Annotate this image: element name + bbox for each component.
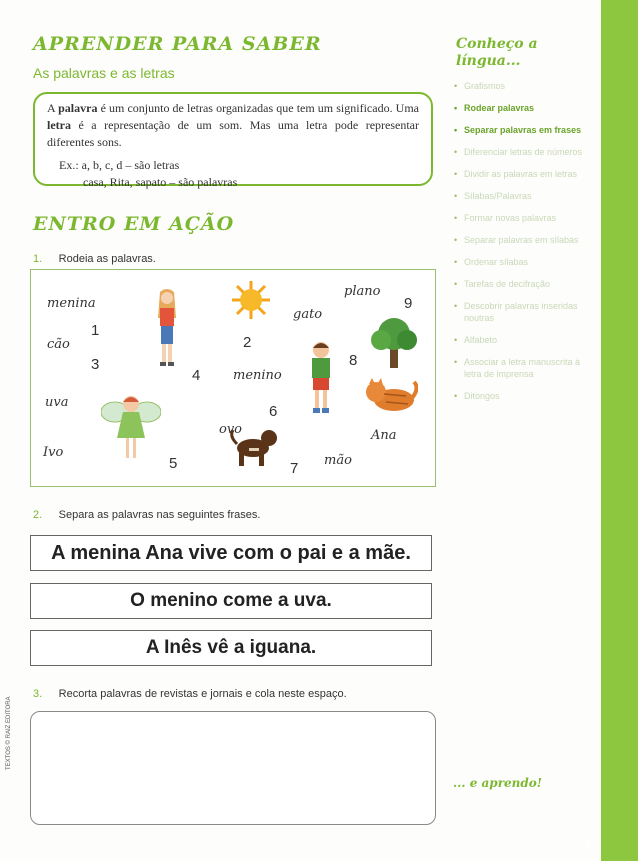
word-mao[interactable]: mão bbox=[324, 453, 352, 468]
digit-2: 2 bbox=[243, 334, 252, 351]
sidebar-item: • Separar palavras em sílabas bbox=[452, 234, 598, 246]
digit-8: 8 bbox=[349, 352, 358, 369]
publisher-credit: TEXTOS © RAIZ EDITORA bbox=[6, 696, 12, 770]
example-line-1: Ex.: a, b, c, d – são letras bbox=[59, 158, 180, 172]
page-title: APRENDER PARA SABER bbox=[33, 33, 322, 55]
digit-3: 3 bbox=[91, 356, 100, 373]
word-ovo[interactable]: ovo bbox=[219, 422, 242, 437]
exercise-2-instruction: Separa as palavras nas seguintes frases. bbox=[58, 509, 261, 521]
sentence-2[interactable]: O menino come a uva. bbox=[30, 583, 432, 619]
page-subtitle: As palavras e as letras bbox=[33, 65, 175, 81]
definition-box bbox=[33, 92, 433, 189]
action-title: ENTRO EM AÇÃO bbox=[33, 213, 235, 235]
sidebar-item: • Diferenciar letras de números bbox=[452, 146, 598, 158]
sentence-3[interactable]: A Inês vê a iguana. bbox=[30, 630, 432, 666]
sidebar-item: • Associar a letra manuscrita à letra de imprensa bbox=[452, 356, 598, 380]
sidebar-item: • Grafismos bbox=[452, 80, 598, 92]
sidebar-item: • Dividir as palavras em letras bbox=[452, 168, 598, 180]
girl-illustration bbox=[154, 288, 180, 368]
sidebar-item: • Rodear palavras bbox=[452, 102, 598, 114]
exercise-3-header: 3. Recorta palavras de revistas e jornais e cola neste espaço. bbox=[33, 688, 347, 700]
dog-illustration bbox=[229, 426, 279, 468]
word-uva[interactable]: uva bbox=[45, 395, 69, 410]
word-cao[interactable]: cão bbox=[47, 337, 70, 352]
sun-illustration bbox=[231, 280, 271, 320]
digit-5: 5 bbox=[169, 455, 178, 472]
digit-4: 4 bbox=[192, 367, 201, 384]
sidebar-item: • Ditongos bbox=[452, 390, 598, 402]
cat-illustration bbox=[364, 378, 418, 412]
word-picture-box bbox=[30, 269, 436, 487]
page-number: 5 bbox=[585, 839, 592, 851]
collage-area[interactable] bbox=[30, 711, 436, 825]
digit-1: 1 bbox=[91, 322, 100, 339]
definition-text: A palavra é um conjunto de letras organizadas que tem um significado. Uma letra é a representação de um som. Mas uma letra pode representar diferentes sons. bbox=[47, 101, 419, 149]
tree-illustration bbox=[369, 314, 419, 370]
word-menino[interactable]: menino bbox=[233, 368, 282, 383]
sidebar-footer: ... e aprendo! bbox=[453, 776, 543, 790]
sidebar-item: • Tarefas de decifração bbox=[452, 278, 598, 290]
word-ivo[interactable]: Ivo bbox=[43, 445, 64, 460]
sidebar-item: • Ordenar sílabas bbox=[452, 256, 598, 268]
sidebar-item: • Formar novas palavras bbox=[452, 212, 598, 224]
exercise-1-header: 1. Rodeia as palavras. bbox=[33, 253, 156, 265]
exercise-3-instruction: Recorta palavras de revistas e jornais e cola neste espaço. bbox=[58, 688, 347, 700]
digit-7: 7 bbox=[290, 460, 299, 477]
boy-illustration bbox=[307, 340, 335, 418]
sidebar-title: Conheço a língua... bbox=[456, 36, 538, 69]
fairy-illustration bbox=[101, 390, 161, 464]
word-ana[interactable]: Ana bbox=[371, 428, 397, 443]
sidebar-item: • Descobrir palavras inseridas noutras bbox=[452, 300, 598, 324]
sidebar-skill-list bbox=[452, 80, 598, 412]
sentence-1[interactable]: A menina Ana vive com o pai e a mãe. bbox=[30, 535, 432, 571]
digit-9: 9 bbox=[404, 295, 413, 312]
word-plano[interactable]: plano bbox=[344, 284, 381, 299]
sidebar-item: • Separar palavras em frases bbox=[452, 124, 598, 136]
sidebar-color-bar bbox=[601, 0, 638, 861]
word-gato[interactable]: gato bbox=[293, 307, 323, 322]
exercise-2-header: 2. Separa as palavras nas seguintes frases. bbox=[33, 509, 261, 521]
sidebar-item: • Alfabeto bbox=[452, 334, 598, 346]
digit-6: 6 bbox=[269, 403, 278, 420]
sidebar-item: • Sílabas/Palavras bbox=[452, 190, 598, 202]
example-line-2: casa, Rita, sapato – são palavras bbox=[83, 175, 238, 189]
word-menina[interactable]: menina bbox=[47, 296, 96, 311]
exercise-1-instruction: Rodeia as palavras. bbox=[58, 253, 156, 265]
